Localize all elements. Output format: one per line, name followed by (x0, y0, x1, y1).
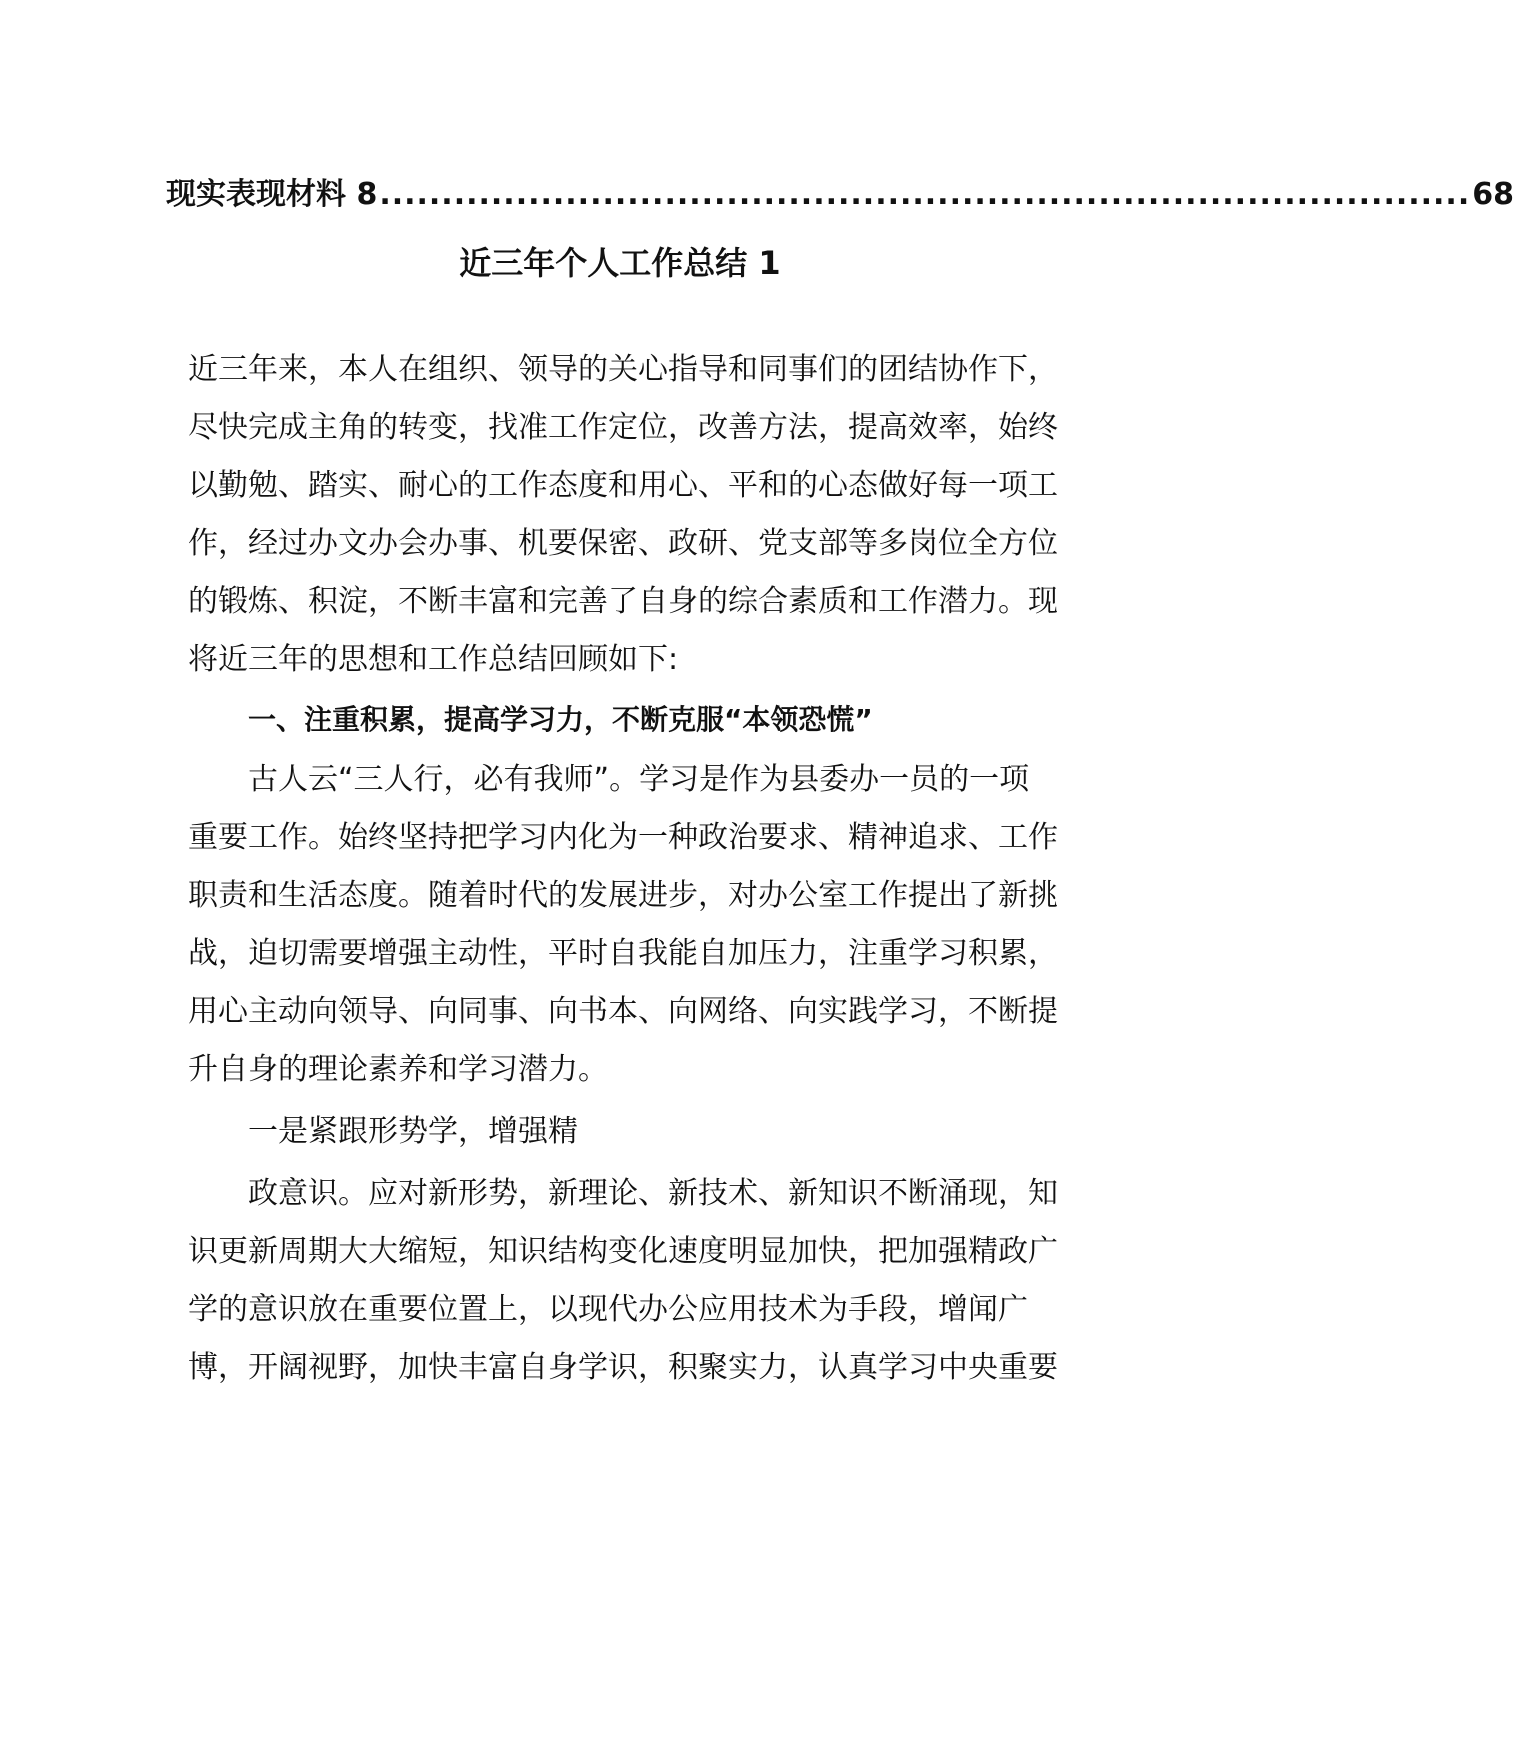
toc-entry-title: 现实表现材料 8 (166, 177, 378, 212)
paragraph-line: 的锻炼、积淀，不断丰富和完善了自身的综合素质和工作潜力。现 (188, 584, 1058, 619)
toc-page-number: 68 (1472, 177, 1514, 212)
toc-dot-leader: ........................................................................................ (379, 177, 1471, 212)
paragraph-line: 识更新周期大大缩短，知识结构变化速度明显加快，把加强精政广 (188, 1234, 1058, 1269)
paragraph-line: 近三年来，本人在组织、领导的关心指导和同事们的团结协作下， (188, 352, 1058, 387)
paragraph-line: 博，开阔视野，加快丰富自身学识，积聚实力，认真学习中央重要 (188, 1350, 1058, 1385)
paragraph-line: 将近三年的思想和工作总结回顾如下: (188, 642, 679, 677)
paragraph-line: 古人云“三人行，必有我师”。学习是作为县委办一员的一项 (248, 762, 1030, 797)
section-heading: 一、注重积累，提高学习力，不断克服“本领恐慌” (248, 703, 873, 736)
paragraph-line: 职责和生活态度。随着时代的发展进步，对办公室工作提出了新挑 (188, 878, 1058, 913)
paragraph-line: 学的意识放在重要位置上，以现代办公应用技术为手段，增闻广 (188, 1292, 1028, 1327)
paragraph-line: 升自身的理论素养和学习潜力。 (188, 1052, 608, 1087)
toc-entry[interactable] (166, 170, 1514, 220)
paragraph-line: 政意识。应对新形势，新理论、新技术、新知识不断涌现，知 (248, 1176, 1058, 1211)
paragraph-line: 作，经过办文办会办事、机要保密、政研、党支部等多岗位全方位 (188, 526, 1058, 561)
paragraph-line: 重要工作。始终坚持把学习内化为一种政治要求、精神追求、工作 (188, 820, 1058, 855)
paragraph-line: 尽快完成主角的转变，找准工作定位，改善方法，提高效率，始终 (188, 410, 1058, 445)
paragraph-line: 用心主动向领导、向同事、向书本、向网络、向实践学习，不断提 (188, 994, 1058, 1029)
document-title: 近三年个人工作总结 1 (459, 244, 781, 282)
paragraph-line: 一是紧跟形势学，增强精 (248, 1114, 578, 1149)
paragraph-line: 以勤勉、踏实、耐心的工作态度和用心、平和的心态做好每一项工 (188, 468, 1058, 503)
paragraph-line: 战，迫切需要增强主动性，平时自我能自加压力，注重学习积累， (188, 936, 1058, 971)
